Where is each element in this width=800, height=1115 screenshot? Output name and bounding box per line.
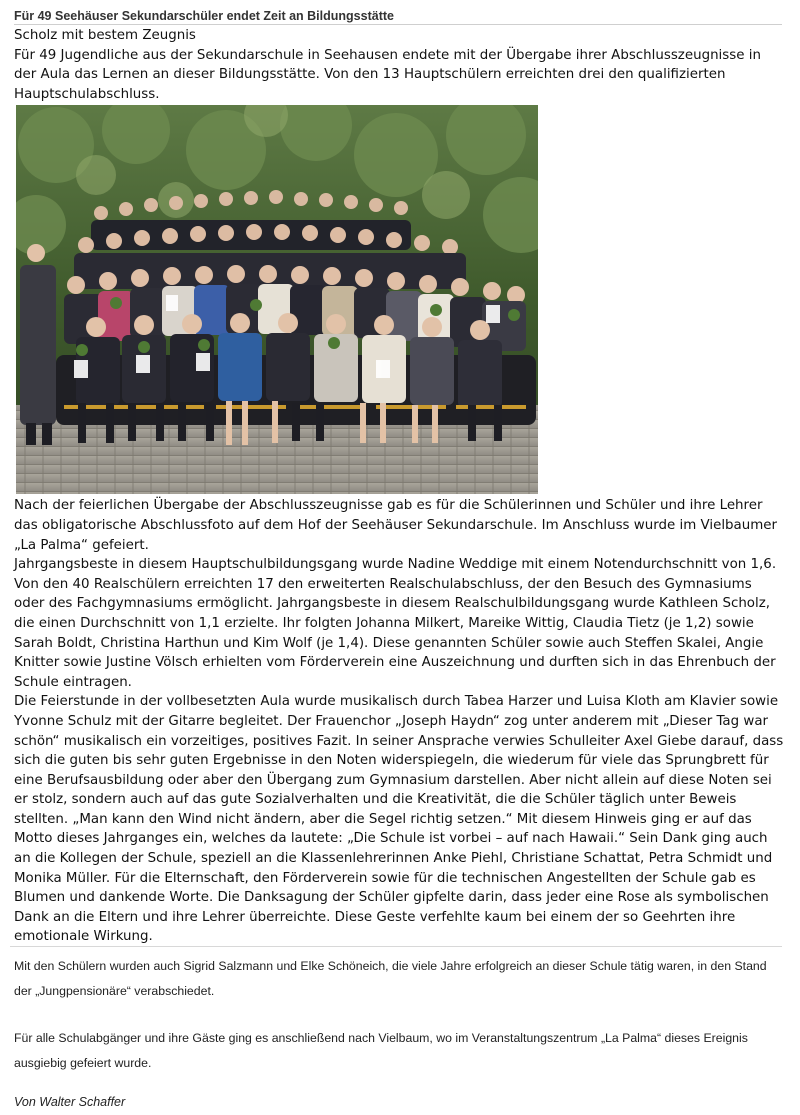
article-paragraph-3: Die Feierstunde in der vollbesetzten Aula wurde musikalisch durch Tabea Harzer und Luisa Kloth am Klavier sowie Yvonne Schulz mit der Gitarre begleitet. Der Frauenchor „Joseph Haydn“ zog unter anderem mit „Dieser Tag war schön“ musikalisch ein vorzeitiges, positives Fazit. In seiner Ansprache verwies Schulleiter Axel Giebe darauf, dass sich die guten bis sehr guten Ergebnisse in den Noten widerspiegeln, die wiederum für viele das Sprungbrett für eine Berufsausbildung oder aber den Übergang zum Gymnasium darstellen. Aber nicht allein auf diese Noten sei er stolz, sondern auch auf das gute Sozialverhalten und die Kreativität, die die Schüler täglich unter Beweis stellten. „Man kann den Wind nicht ändern, aber die Segel richtig setzen.“ Mit diesem Hinweis ging er auf das Motto dieses Jahrganges ein, welches da lautete: „Die Schule ist vorbei – auf nach Hawaii.“ Sein Dank ging auch an die Kollegen der Schule, speziell an die Klassenlehrerinnen Anke Piehl, Christiane Schattat, Petra Schmidt und Monika Müller. Für die Elternschaft, den Förderverein sowie für die technischen Angestellten der Schule gab es Blumen und dankende Worte. Die Danksagung der Schüler gipfelte darin, dass jeder eine Rose als symbolischen Dank an die Eltern und ihre Lehrer überreichte. Diese Geste verfehlte kaum bei einem der so Geehrten ihre emotionale Wirkung. bbox=[14, 694, 784, 945]
addendum-paragraph-1: Mit den Schülern wurden auch Sigrid Salzmann und Elke Schöneich, die viele Jahre erfolgreich an dieser Schule tätig waren, in den Stand der „Jungpensionäre“ verabschiedet. bbox=[14, 959, 767, 998]
group-photo bbox=[16, 105, 538, 494]
article-byline: Von Walter Schaffer bbox=[14, 1095, 126, 1109]
article-subheadline: Scholz mit bestem Zeugnis bbox=[14, 28, 196, 43]
article-body bbox=[14, 26, 786, 947]
article-addendum bbox=[14, 954, 786, 1098]
group-photo-graduates-icon bbox=[16, 105, 538, 494]
article-lead: Für 49 Jugendliche aus der Sekundarschule in Seehausen endete mit der Übergabe ihrer Abschlusszeugnisse in der Aula das Lernen an dieser Bildungsstätte. Von den 13 Hauptschülern erreichten drei den qualifizierten Hauptschulabschluss. bbox=[14, 47, 761, 102]
article-headline: Für 49 Seehäuser Sekundarschüler endet Zeit an Bildungsstätte bbox=[14, 9, 782, 25]
article-paragraph-1: Nach der feierlichen Übergabe der Abschlusszeugnisse gab es für die Schülerinnen und Schüler und ihre Lehrer das obligatorische Abschlussfoto auf dem Hof der Seehäuser Sekundarschule. Im Anschluss wurde im Vielbaumer „La Palma“ gefeiert. bbox=[14, 498, 778, 553]
addendum-paragraph-2: Für alle Schulabgänger und ihre Gäste ging es anschließend nach Vielbaum, wo im Veranstaltungszentrum „La Palma“ dieses Ereignis ausgiebig gefeiert wurde. bbox=[14, 1031, 748, 1070]
article-paragraph-2: Jahrgangsbeste in diesem Hauptschulbildungsgang wurde Nadine Weddige mit einem Notendurchschnitt von 1,6. Von den 40 Realschülern erreichten 17 den erweiterten Realschulabschluss, der den Besuch des Gymnasiums oder des Fachgymnasiums ermöglicht. Jahrgangsbeste in diesem Realschulbildungsgang wurde Kathleen Scholz, die einen Durchschnitt von 1,1 erzielte. Ihr folgten Johanna Milkert, Mareike Wittig, Claudia Tietz (je 1,2) sowie Sarah Boldt, Christina Harthun und Kim Wolf (je 1,4). Diese genannten Schüler sowie auch Steffen Skalei, Angie Knitter sowie Justine Völsch erhielten vom Förderverein eine Auszeichnung und durften sich in das Ehrenbuch der Schule eintragen. bbox=[14, 557, 777, 690]
section-divider bbox=[10, 946, 782, 947]
